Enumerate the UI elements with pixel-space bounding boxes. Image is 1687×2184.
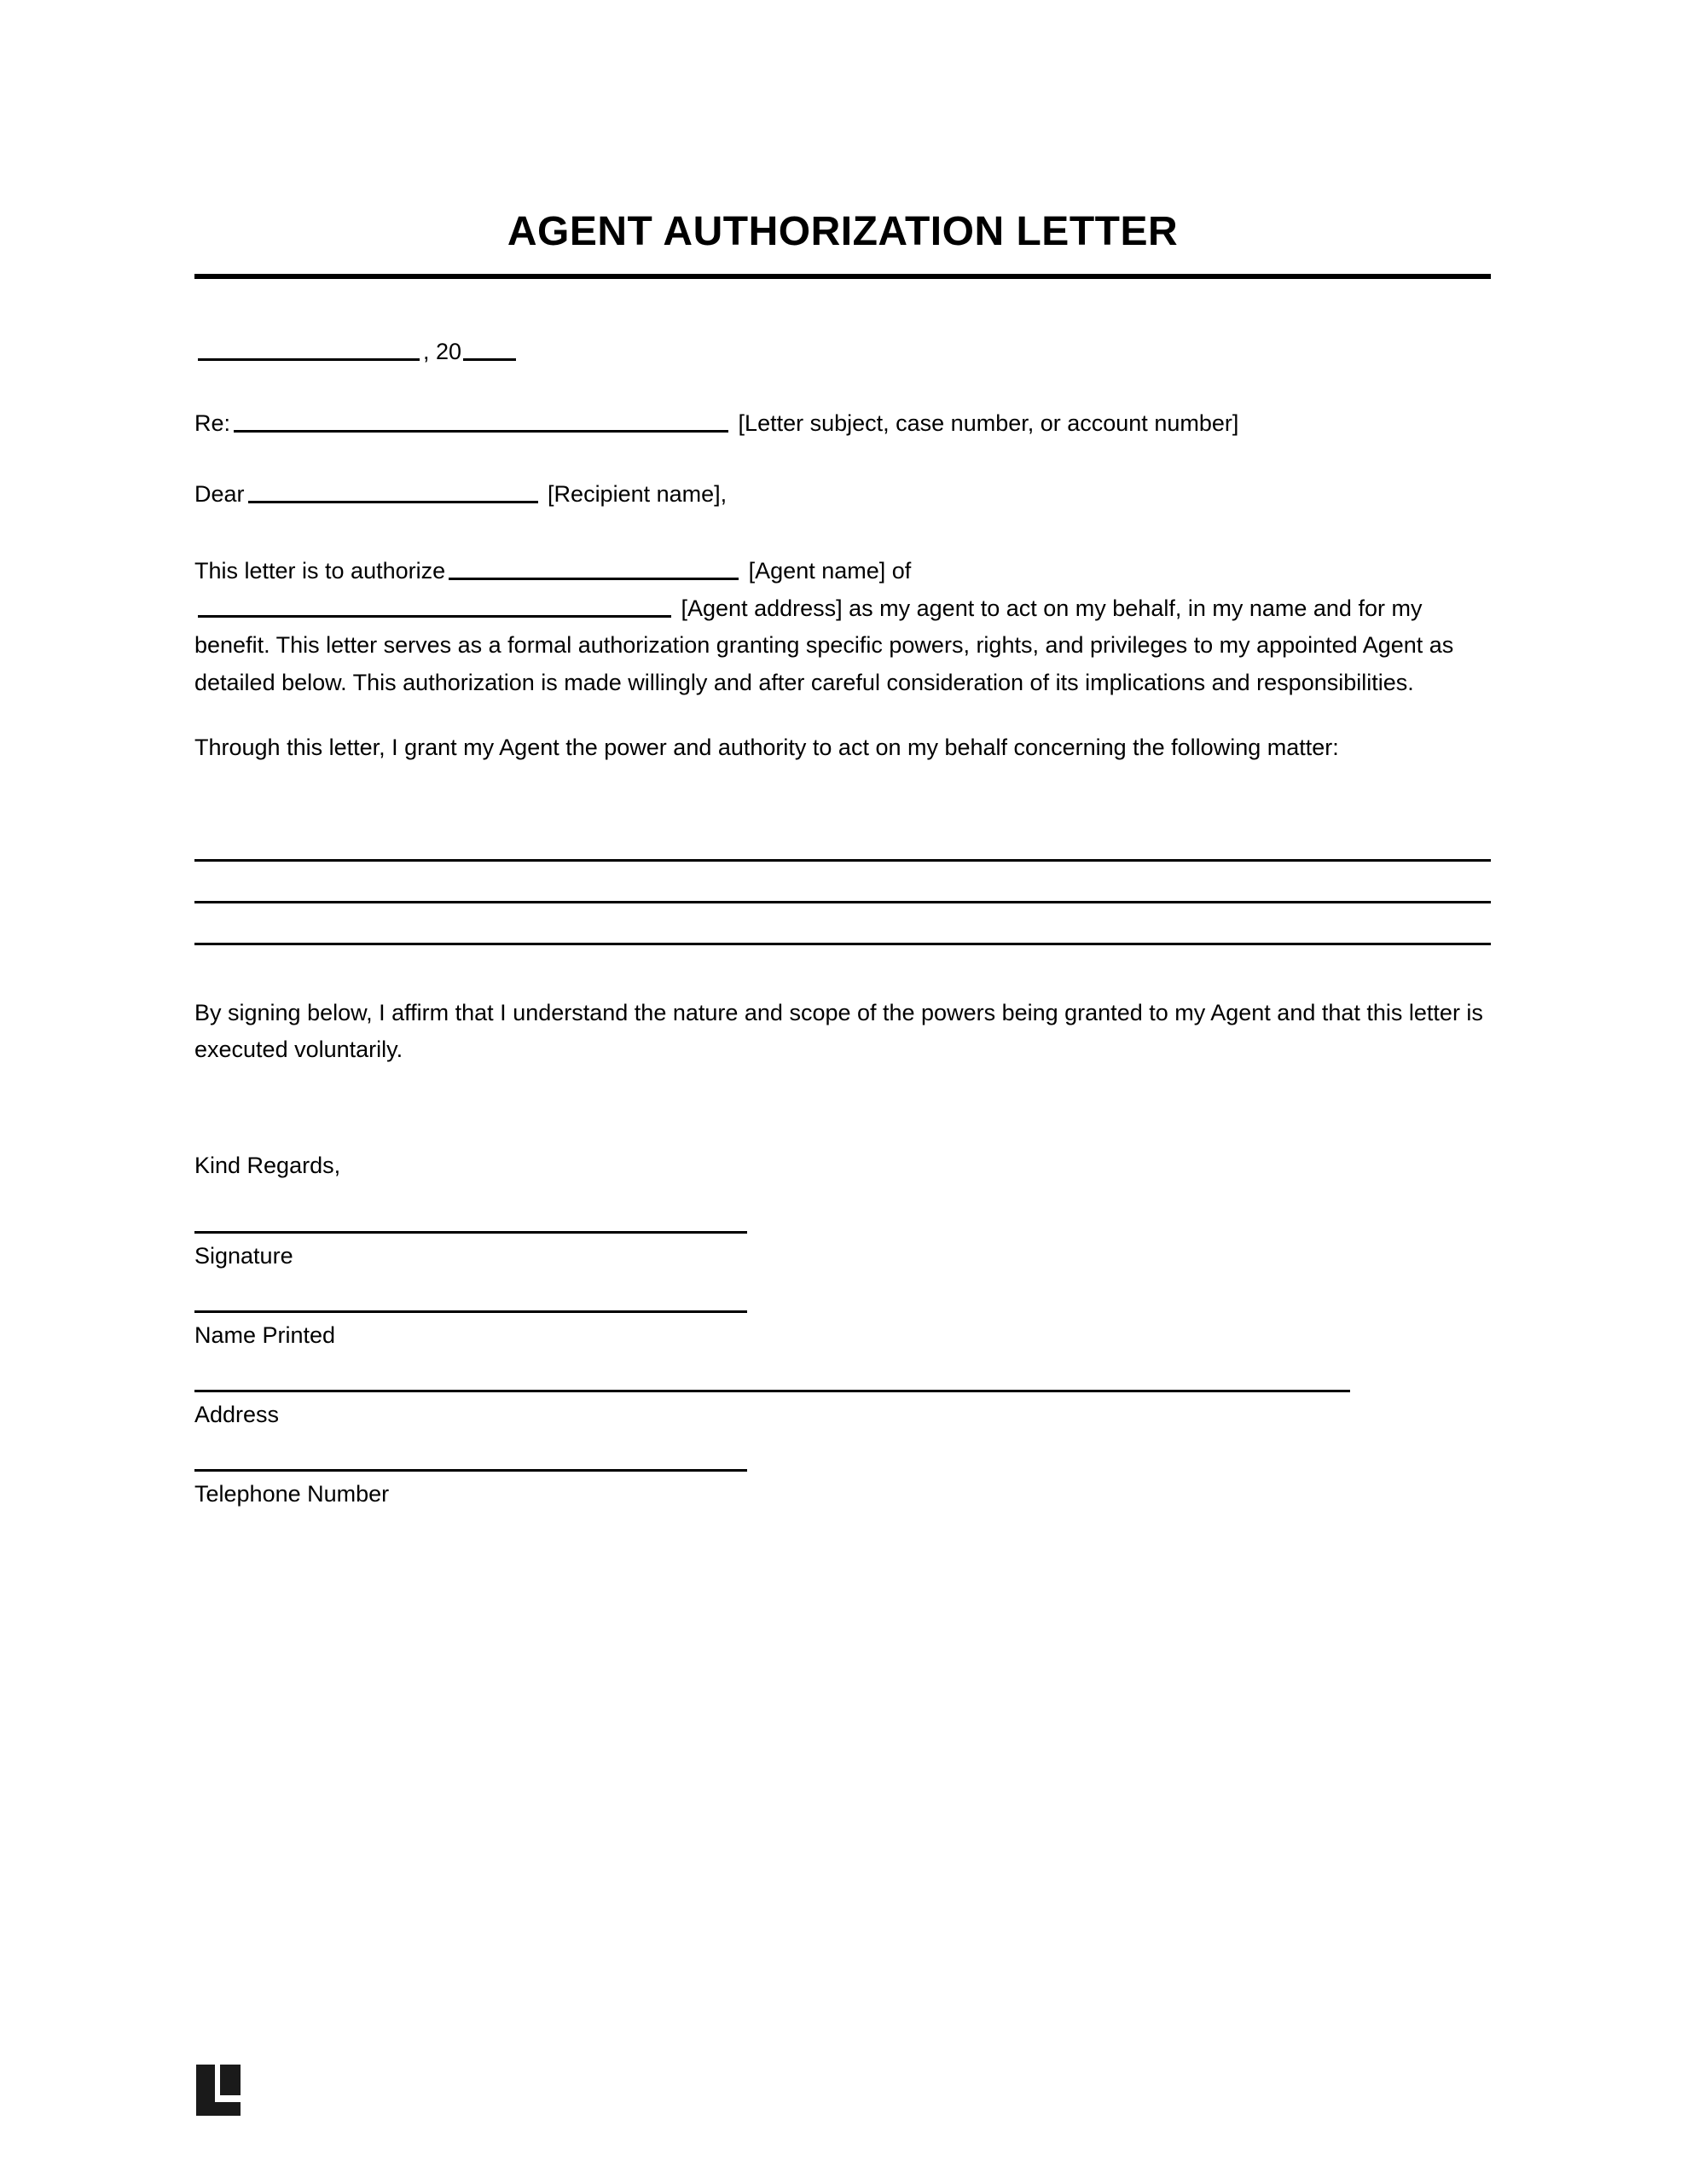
salutation-line bbox=[194, 476, 1491, 514]
address-field[interactable] bbox=[194, 1390, 1491, 1430]
recipient-hint: [Recipient name], bbox=[548, 481, 728, 508]
page-title: AGENT AUTHORIZATION LETTER bbox=[507, 209, 1179, 254]
re-label: Re: bbox=[194, 410, 231, 436]
name-printed-field[interactable] bbox=[194, 1310, 1491, 1350]
letter-body bbox=[194, 210, 1491, 1548]
authorization-paragraph bbox=[194, 553, 1491, 702]
address-line[interactable] bbox=[194, 1390, 1350, 1392]
agent-address-blank[interactable] bbox=[198, 590, 671, 617]
address-label: Address bbox=[194, 1402, 280, 1428]
re-hint: [Letter subject, case number, or account number] bbox=[738, 410, 1239, 436]
spacer bbox=[194, 1096, 1491, 1147]
re-line bbox=[194, 405, 1491, 443]
matter-write-in-area[interactable] bbox=[194, 820, 1491, 945]
salutation-label: Dear bbox=[194, 481, 245, 508]
matter-line-2[interactable] bbox=[194, 862, 1491, 903]
date-year-prefix: , 20 bbox=[423, 338, 462, 364]
telephone-line[interactable] bbox=[194, 1469, 747, 1472]
matter-line-3[interactable] bbox=[194, 903, 1491, 945]
closing-line: Kind Regards, bbox=[194, 1153, 341, 1179]
legal-templates-logo-icon bbox=[194, 2063, 242, 2117]
telephone-label: Telephone Number bbox=[194, 1481, 390, 1507]
signature-label: Signature bbox=[194, 1242, 293, 1269]
agent-name-blank[interactable] bbox=[449, 554, 739, 580]
signature-line[interactable] bbox=[194, 1231, 747, 1234]
matter-line-1[interactable] bbox=[194, 820, 1491, 862]
agent-address-hint: [Agent address] as my agent to act on my behalf, in my name and for my benefit. This letter serves as a formal authorization granting specific powers, rights, and privileges to my appointed Agent as detailed below. This authorization is made willingly and after careful consideration of its implications and responsibilities. bbox=[194, 595, 1454, 696]
telephone-field[interactable] bbox=[194, 1469, 1491, 1509]
year-blank[interactable] bbox=[463, 334, 516, 360]
grant-paragraph: Through this letter, I grant my Agent the power and authority to act on my behalf concerning the following matter: bbox=[194, 734, 1339, 760]
agent-name-hint: [Agent name] of bbox=[748, 558, 912, 584]
date-blank[interactable] bbox=[198, 334, 420, 360]
name-printed-label: Name Printed bbox=[194, 1321, 336, 1348]
signature-field[interactable] bbox=[194, 1231, 1491, 1271]
recipient-name-blank[interactable] bbox=[248, 477, 538, 503]
signature-block bbox=[194, 1231, 1491, 1509]
name-printed-line[interactable] bbox=[194, 1310, 747, 1313]
authorize-prefix: This letter is to authorize bbox=[194, 558, 446, 584]
title-divider bbox=[194, 274, 1491, 279]
re-blank[interactable] bbox=[234, 405, 728, 432]
affirmation-paragraph: By signing below, I affirm that I understand the nature and scope of the powers being granted to my Agent and that this letter is executed voluntarily. bbox=[194, 999, 1483, 1063]
date-line bbox=[194, 334, 1491, 371]
